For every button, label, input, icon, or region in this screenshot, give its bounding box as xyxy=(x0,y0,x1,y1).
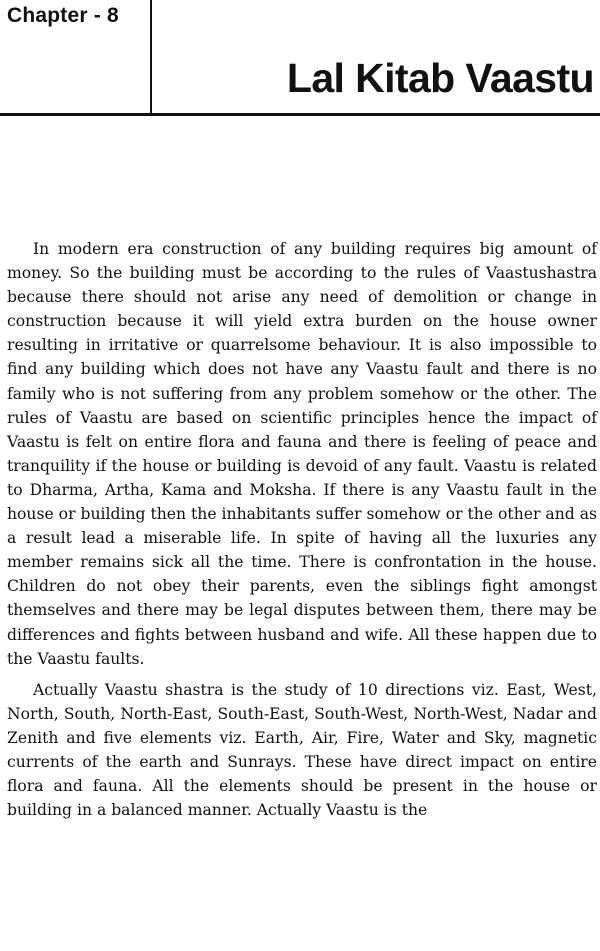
chapter-title: Lal Kitab Vaastu xyxy=(286,55,594,101)
paragraph-1: In modern era construction of any building requires big amount of money. So the building must be according to the rules of Vaastushastra because there should not arise any need of demolition or change in construction because it will yield extra burden on the house owner resulting in irritative or quarrelsome behaviour. It is also impossible to find any building which does not have any Vaastu fault and there is no family who is not suffering from any problem somehow or the other. The rules of Vaastu are based on scientific principles hence the impact of Vaastu is felt on entire flora and fauna and there is feeling of peace and tranquility if the house or building is devoid of any fault. Vaastu is related to Dharma, Artha, Kama and Moksha. If there is any Vaastu fault in the house or building then the inhabitants suffer somehow or the other and as a result lead a miserable life. In spite of having all the luxuries any member remains sick all the time. There is confrontation in the house. Children do not obey their parents, even the siblings fight amongst themselves and there may be legal disputes between them, there may be differences and fights between husband and wife. All these happen due to the Vaastu faults. xyxy=(7,240,597,668)
header-divider xyxy=(150,0,152,116)
body-text xyxy=(7,237,597,822)
paragraph-2: Actually Vaastu shastra is the study of 10 directions viz. East, West, North, South, North-East, South-East, South-West, North-West, Nadar and Zenith and five elements viz. Earth, Air, Fire, Water and Sky, magnetic currents of the earth and Sunrays. These have direct impact on entire flora and fauna. All the elements should be present in the house or building in a balanced manner. Actually Vaastu is the xyxy=(7,680,597,820)
chapter-label: Chapter - 8 xyxy=(7,4,119,27)
